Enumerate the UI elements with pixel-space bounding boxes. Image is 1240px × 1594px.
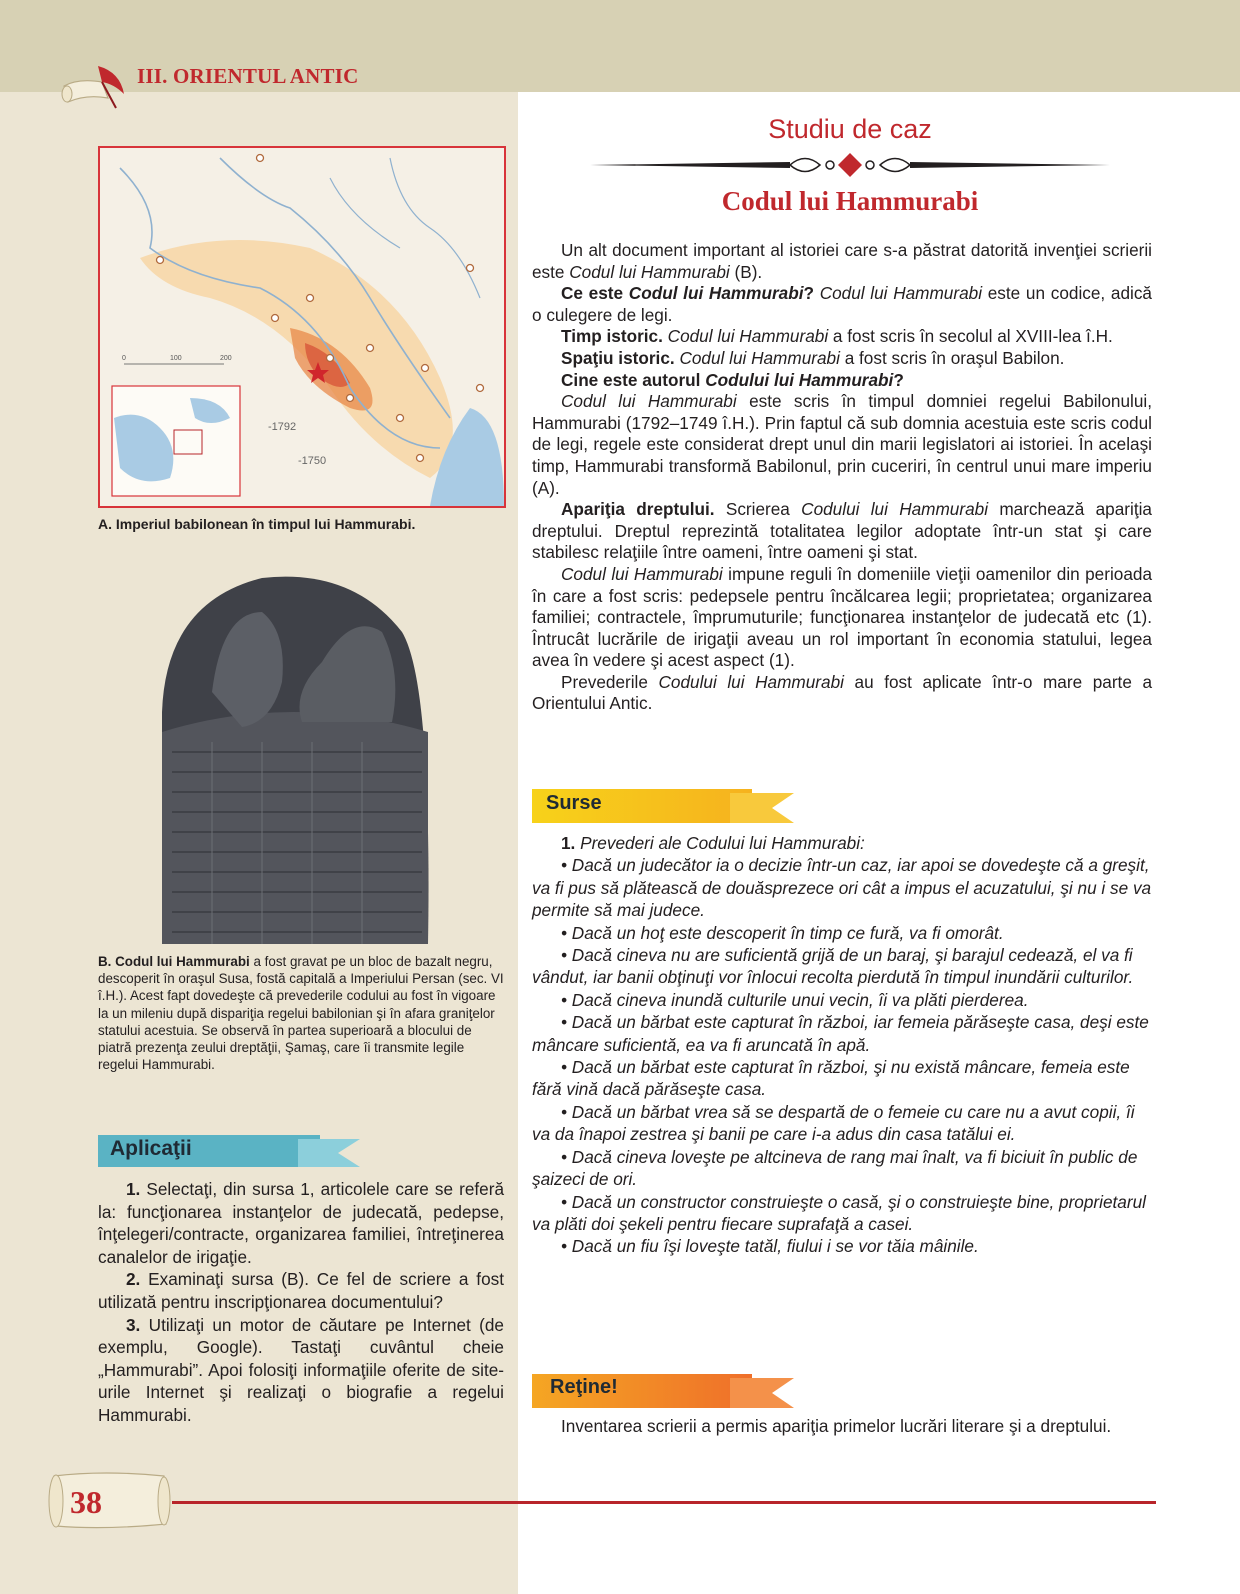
footer-rule (172, 1501, 1156, 1504)
map-caption: A. Imperiul babilonean în timpul lui Hammurabi. (98, 516, 416, 532)
paragraph: Ce este Codul lui Hammurabi? Codul lui Hammurabi este un codice, adică o culegere de legi. (532, 283, 1152, 325)
retine-text: Inventarea scrierii a permis apariţia primelor lucrări literare şi a dreptului. (561, 1416, 1112, 1436)
surse-item: • Dacă un judecător ia o decizie într-un caz, iar apoi se dovedeşte că a greşit, va fi pus să plătească de douăsprezece ori cât a impus el acuzatului, şi nu i se va permite să mai judece. (532, 855, 1152, 921)
page-number: 38 (70, 1484, 102, 1520)
aplicatii-item: 2. Examinaţi sursa (B). Ce fel de scriere a fost utilizată pentru inscripţionarea documentului? (98, 1269, 504, 1312)
ornament-divider-icon (590, 150, 1110, 180)
case-study-title: Codul lui Hammurabi (721, 186, 979, 216)
surse-heading: 1. Prevederi ale Codului lui Hammurabi: (561, 833, 865, 853)
aplicatii-label: Aplicaţii (110, 1137, 192, 1160)
surse-item: • Dacă un bărbat este capturat în război, iar femeia părăseşte casa, deşi este mâncare suficientă, ea va fi aruncată în apă. (532, 1012, 1149, 1055)
stele-caption (98, 953, 506, 1073)
date-label-1792: -1792 (268, 421, 297, 433)
aplicatii-list (98, 1178, 504, 1427)
map-graphic (100, 148, 504, 506)
paragraph: Spaţiu istoric. Codul lui Hammurabi a fost scris în oraşul Babilon. (561, 347, 1065, 368)
scale-label-100: 100 (170, 355, 182, 362)
paragraph: Prevederile Codului lui Hammurabi au fost aplicate într-o mare parte a Orientului Antic. (532, 671, 1153, 714)
aplicatii-item: 1. Selectaţi, din sursa 1, articolele care se referă la: funcţionarea instanţelor de judecată, pedepse, înţelegeri/contracte, organizarea familiei, întreţinerea canalelor de irigaţie. (98, 1179, 504, 1267)
stele-image (152, 572, 438, 944)
scale-label-200: 200 (220, 355, 232, 362)
surse-item: • Dacă un bărbat vrea să se despartă de o femeie cu care nu a avut copii, îi va da înapoi zestrea şi banii pe care i-a adus din casa tatălui ei. (532, 1101, 1135, 1145)
paragraph: Timp istoric. Codul lui Hammurabi a fost scris în secolul al XVIII-lea î.H. (561, 326, 1113, 347)
map-babylonian-empire (98, 146, 506, 508)
stele-caption-text: a fost gravat pe un bloc de bazalt negru, descoperit în oraşul Susa, fostă capitală a Imperiului Persan (sec. VI î.H.). Acest fapt dovedeşte că prevederile codului au fost în vigoare la un mileniu după dispariţia regelui babilonian şi în afara graniţelor statului acestuia. Se observă în partea superioară a blocului de piatră prezenţa zeului dreptăţii, Şamaş, care îi transmite legile regelui Hammurabi. (98, 954, 504, 1073)
surse-item: • Dacă cineva loveşte pe altcineva de rang mai înalt, va fi biciuit în public de şaizeci de ori. (532, 1146, 1138, 1190)
paragraph: Codul lui Hammurabi impune reguli în domeniile vieţii oamenilor din perioada în care a fost scris: pedepsele pentru încălcarea legii; proprietatea; organizarea familiei; contractele, împrumuturile; funcţionarea instanţelor de judecată etc (1). Întrucât lucrările de irigaţii aveau un rol important în economia statului, legea avea în vedere şi acest aspect (1). (532, 563, 1152, 671)
surse-label: Surse (546, 792, 602, 814)
paragraph: Codul lui Hammurabi este scris în timpul domniei regelui Babilonului, Hammurabi (1792–1749 î.H.). Prin faptul că sub domnia acestuia este scris codul de legi, regele este considerat drept unul din marii legislatori ai istoriei. În acelaşi timp, Hammurabi transformă Babilonul, prin cuceriri, în centrul unui mare imperiu (A). (532, 391, 1152, 498)
page-scroll-icon (44, 1468, 174, 1534)
date-label-1750: -1750 (298, 455, 327, 467)
surse-item: • Dacă cineva nu are suficientă grijă de un baraj, şi barajul cedează, el va fi vândut, iar banii obţinuţi vor înlocui recolta pierdută în timpul inundării culturilor. (532, 945, 1134, 988)
paragraph: Cine este autorul Codului lui Hammurabi? (561, 369, 904, 390)
surse-item: • Dacă cineva inundă culturile unui vecin, îi va plăti pierderea. (561, 989, 1029, 1010)
chapter-title: III. ORIENTUL ANTIC (137, 64, 359, 88)
case-study-kicker: Studiu de caz (768, 114, 932, 144)
stele-caption-title: B. Codul lui Hammurabi (98, 954, 250, 969)
surse-item: • Dacă un bărbat este capturat în război, şi nu există mâncare, femeia este fără vină dacă părăseşte casa. (532, 1057, 1130, 1100)
paragraph: Un alt document important al istoriei care s-a păstrat datorită invenţiei scrierii este Codul lui Hammurabi (B). (532, 240, 1152, 282)
surse-item: • Dacă un hoţ este descoperit în timp ce fură, va fi omorât. (561, 922, 1004, 943)
surse-list (532, 832, 1152, 1258)
aplicatii-item: 3. Utilizaţi un motor de căutare pe Internet (de exemplu, Google). Tastaţi cuvântul cheie „Hammurabi”. Apoi folosiţi informaţiile oferite de site-urile Internet şi realizaţi o biografie a regelui Hammurabi. (98, 1314, 504, 1425)
paragraph: Apariţia dreptului. Scrierea Codului lui Hammurabi marchează apariţia dreptului. Dreptul reprezintă totalitatea legilor adoptate într-un stat şi care stabilesc relaţiile între oameni, între oameni şi stat. (532, 499, 1152, 563)
retine-label: Reţine! (550, 1376, 618, 1398)
case-study-body (532, 240, 1152, 715)
scroll-quill-icon (58, 64, 130, 112)
surse-item: • Dacă un constructor construieşte o casă, şi o construieşte bine, proprietarul va plăti doi şekeli pentru fiecare suprafaţă a casei. (532, 1191, 1146, 1234)
surse-item: • Dacă un fiu îşi loveşte tatăl, fiului i se vor tăia mâinile. (561, 1236, 979, 1257)
scale-label-0: 0 (122, 355, 126, 362)
